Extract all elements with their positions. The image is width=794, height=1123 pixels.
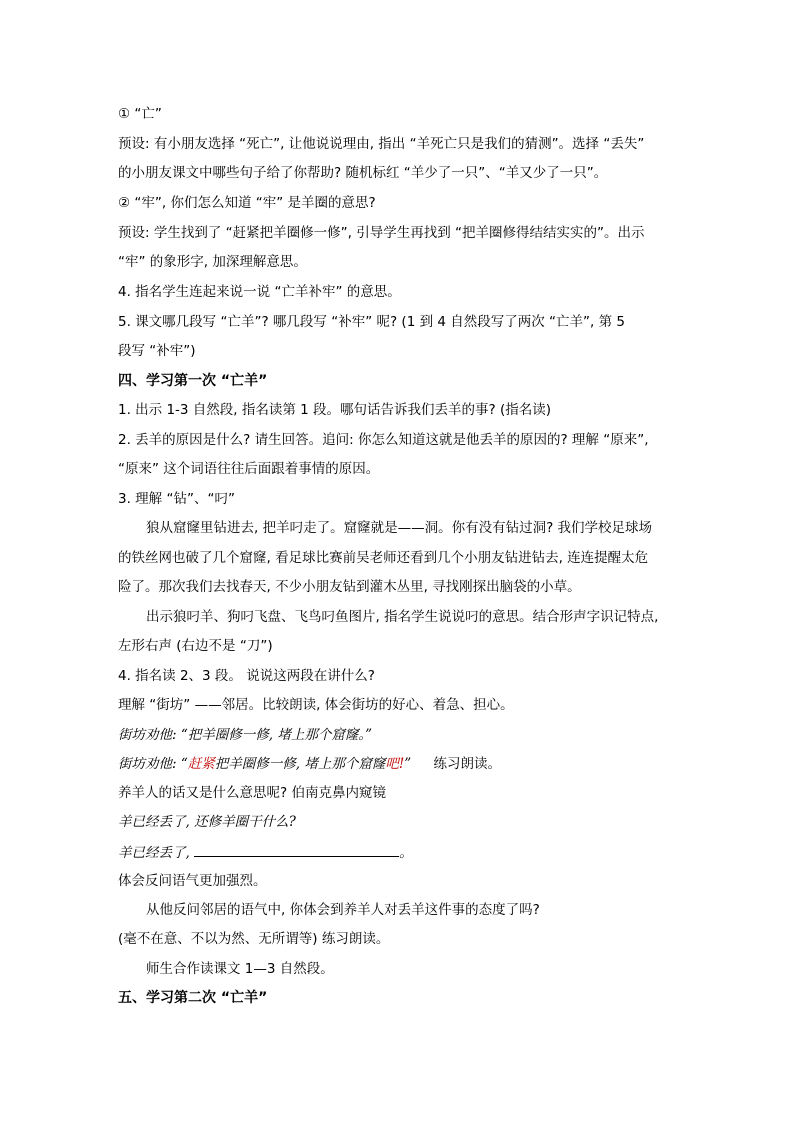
quote-close: ” bbox=[404, 756, 412, 772]
paragraph-line: 出示狼叼羊、狗叼飞盘、飞鸟叼鱼图片, 指名学生说说叼的意思。结合形声字识记特点, bbox=[146, 609, 659, 625]
quote-line-emphasis bbox=[118, 754, 501, 774]
quote-body: 把羊圈修一修, 堵上那个窟窿 bbox=[214, 756, 386, 772]
paragraph-line: 险了。那次我们去找春天, 不少小朋友钻到灌木丛里, 寻找刚探出脑袋的小草。 bbox=[118, 579, 581, 595]
paragraph-line: 理解 “街坊” ——邻居。比较朗读, 体会街坊的好心、着急、担心。 bbox=[118, 697, 514, 713]
fill-blank-suffix: 。 bbox=[399, 845, 413, 861]
paragraph-line: 段写 “补牢”) bbox=[118, 343, 196, 359]
fill-blank[interactable] bbox=[194, 842, 399, 857]
practice-label: 练习朗读。 bbox=[433, 756, 501, 772]
emphasis-particle: 吧! bbox=[385, 756, 405, 772]
paragraph-line: 预设: 学生找到了 “赶紧把羊圈修一修”, 引导学生再找到 “把羊圈修得结结实实的”。出示 bbox=[118, 225, 645, 241]
paragraph-line: (毫不在意、不以为然、无所谓等) 练习朗读。 bbox=[118, 931, 390, 947]
paragraph-line: 狼从窟窿里钻进去, 把羊叼走了。窟窿就是——洞。你有没有钻过洞? 我们学校足球场 bbox=[146, 520, 653, 536]
item-wang-heading: ① “亡” bbox=[118, 106, 162, 122]
paragraph-line: “原来” 这个词语往往后面跟着事情的原因。 bbox=[118, 461, 380, 477]
step-1-line: 1. 出示 1-3 自然段, 指名读第 1 段。哪句话告诉我们丢羊的事? (指名读) bbox=[118, 402, 552, 418]
step-2-line: 2. 丢羊的原因是什么? 请生回答。追问: 你怎么知道这就是他丢羊的原因的? 理解 “原来”, bbox=[118, 432, 649, 448]
step-4b-line: 4. 指名读 2、3 段。 说说这两段在讲什么? bbox=[118, 668, 375, 684]
paragraph-line: 预设: 有小朋友选择 “死亡”, 让他说说理由, 指出 “羊死亡只是我们的猜测”。选择 “丢失” bbox=[118, 136, 645, 152]
emphasis-word: 赶紧 bbox=[187, 756, 215, 772]
fill-blank-prefix: 羊已经丢了, bbox=[118, 845, 190, 861]
paragraph-line: 的小朋友课文中哪些句子给了你帮助? 随机标红 “羊少了一只”、“羊又少了一只”。 bbox=[118, 165, 608, 181]
step-4-line: 4. 指名学生连起来说一说 “亡羊补牢” 的意思。 bbox=[118, 284, 401, 300]
item-lao-heading: ② “牢”, 你们怎么知道 “牢” 是羊圈的意思? bbox=[118, 195, 376, 211]
step-3-line: 3. 理解 “钻”、“叼” bbox=[118, 491, 235, 507]
paragraph-line: 养羊人的话又是什么意思呢? 伯南克鼻内窥镜 bbox=[118, 785, 386, 801]
paragraph-line: 师生合作读课文 1—3 自然段。 bbox=[146, 961, 334, 977]
paragraph-line: 从他反问邻居的语气中, 你体会到养羊人对丢羊这件事的态度了吗? bbox=[146, 902, 540, 918]
paragraph-line: 的铁丝网也破了几个窟窿, 看足球比赛前吴老师还看到几个小朋友钻进钻去, 连连提醒太危 bbox=[118, 550, 649, 566]
paragraph-line: “牢” 的象形字, 加深理解意思。 bbox=[118, 254, 307, 270]
quote-line: 街坊劝他: “把羊圈修一修, 堵上那个窟窿。” bbox=[118, 727, 372, 743]
quote-prefix: 街坊劝他: “ bbox=[118, 756, 188, 772]
section-heading-5: 五、学习第二次 “亡羊” bbox=[118, 990, 268, 1006]
paragraph-line: 左形右声 (右边不是 “刀”) bbox=[118, 638, 273, 654]
step-5-line: 5. 课文哪几段写 “亡羊”? 哪几段写 “补牢” 呢? (1 到 4 自然段写了两次 “亡羊”, 第 5 bbox=[118, 314, 625, 330]
rhetorical-question: 羊已经丢了, 还修羊圈干什么? bbox=[118, 814, 296, 830]
section-heading-4: 四、学习第一次 “亡羊” bbox=[118, 373, 268, 389]
fill-blank-line bbox=[118, 842, 413, 863]
paragraph-line: 体会反问语气更加强烈。 bbox=[118, 873, 267, 889]
